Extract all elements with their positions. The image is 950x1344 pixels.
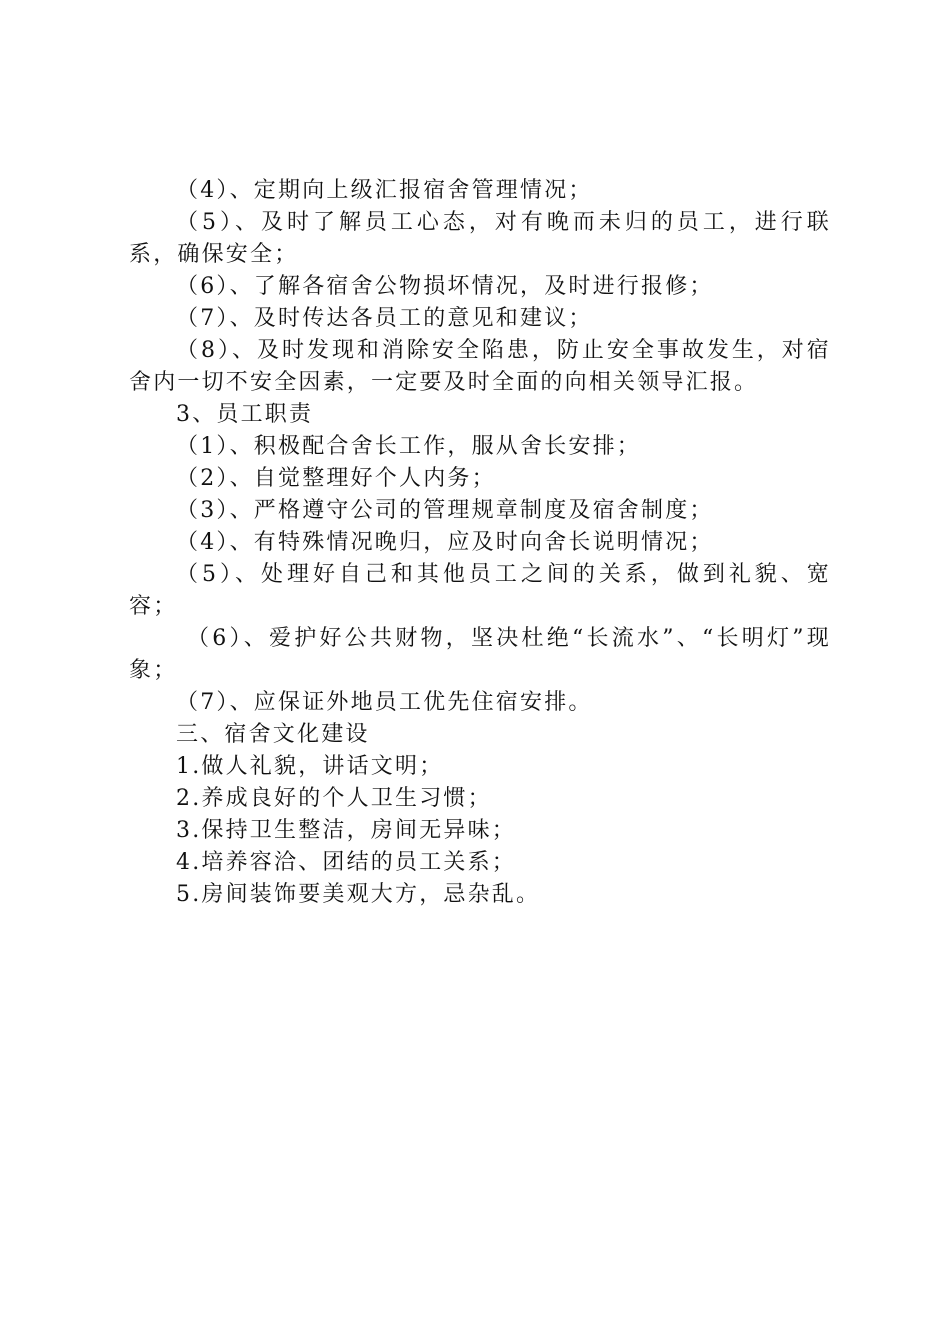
duty-2: （2）、自觉整理好个人内务； — [176, 466, 496, 491]
duty-7: （7）、应保证外地员工优先住宿安排。 — [176, 690, 593, 715]
culture-item-1: 1.做人礼貌，讲话文明； — [176, 754, 444, 779]
culture-item-2: 2.养成良好的个人卫生习惯； — [176, 786, 492, 811]
duty-5: （5）、处理好自己和其他员工之间的关系，做到礼貌、宽容； — [129, 562, 831, 619]
culture-item-5: 5.房间装饰要美观大方，忌杂乱。 — [176, 882, 541, 907]
duty-1: （1）、积极配合舍长工作，服从舍长安排； — [176, 434, 641, 459]
item-4-report: （4）、定期向上级汇报宿舍管理情况； — [176, 178, 593, 203]
section-3-heading: 3、员工职责 — [176, 402, 314, 427]
culture-item-4: 4.培养容洽、团结的员工关系； — [176, 850, 516, 875]
item-8-safety: （8）、及时发现和消除安全陷患，防止安全事故发生，对宿舍内一切不安全因素，一定要及时全面的向相关领导汇报。 — [129, 338, 831, 395]
document-body — [129, 175, 831, 911]
culture-heading: 三、宿舍文化建设 — [176, 722, 370, 747]
item-5-staff-contact: （5）、及时了解员工心态，对有晚而未归的员工，进行联系，确保安全； — [129, 210, 831, 267]
item-6-repairs: （6）、了解各宿舍公物损坏情况，及时进行报修； — [176, 274, 714, 299]
duty-6: （6）、爱护好公共财物，坚决杜绝“长流水”、“长明灯”现象； — [129, 626, 831, 683]
item-7-feedback: （7）、及时传达各员工的意见和建议； — [176, 306, 593, 331]
duty-3: （3）、严格遵守公司的管理规章制度及宿舍制度； — [176, 498, 714, 523]
duty-4: （4）、有特殊情况晚归，应及时向舍长说明情况； — [176, 530, 714, 555]
culture-item-3: 3.保持卫生整洁，房间无异味； — [176, 818, 516, 843]
